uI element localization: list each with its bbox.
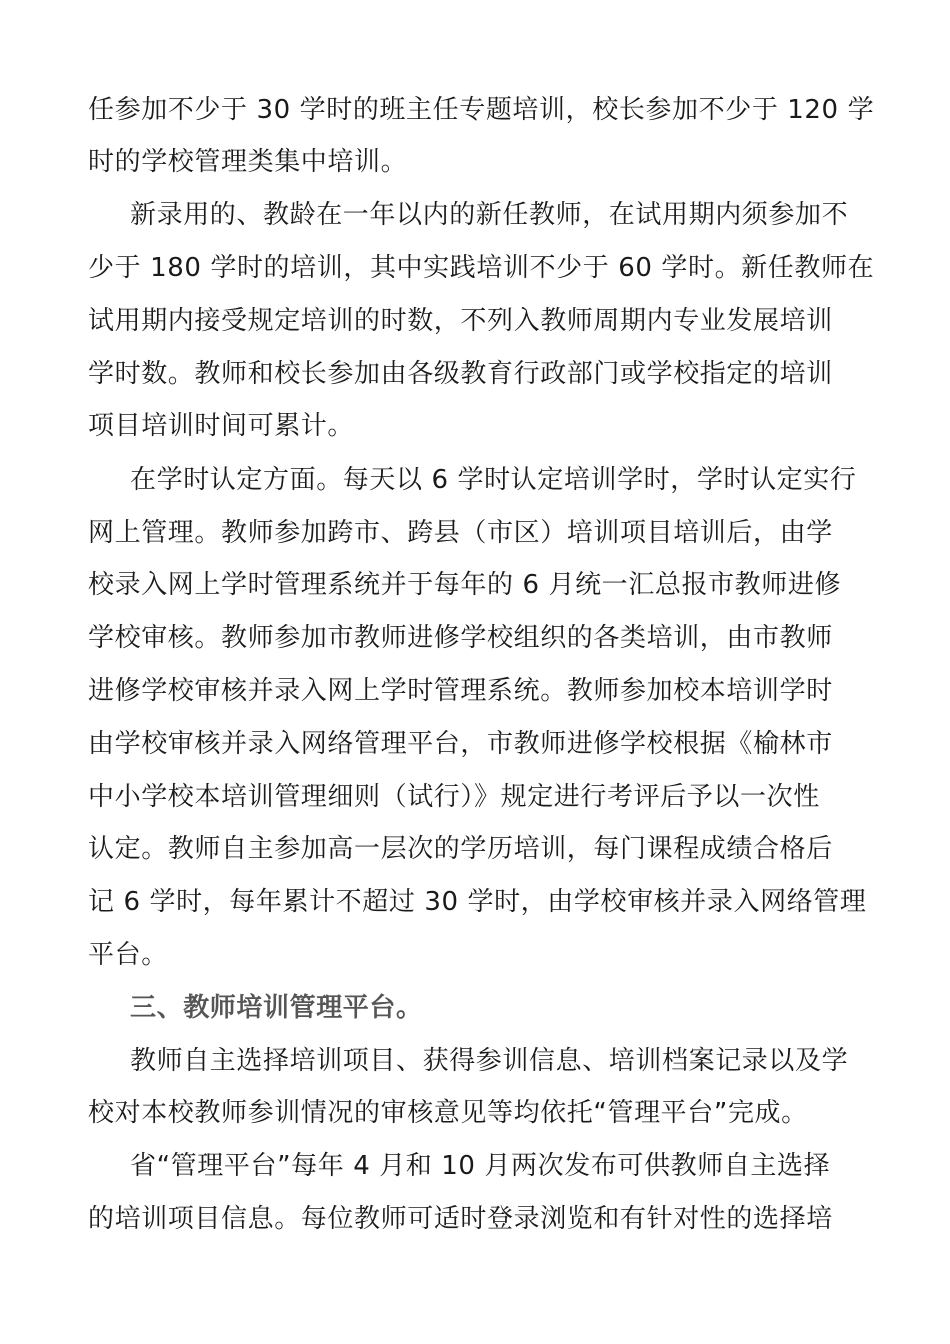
text-line-11: 学校审核。教师参加市教师进修学校组织的各类培训，由市教师 (88, 623, 833, 653)
text-line-15: 认定。教师自主参加高一层次的学历培训，每门课程成绩合格后 (88, 834, 833, 864)
paragraph-start-province-platform: 省“管理平台”每年 4 月和 10 月两次发布可供教师自主选择 (130, 1151, 831, 1181)
text-line-16: 记 6 学时，每年累计不超过 30 学时，由学校审核并录入网络管理 (88, 887, 867, 917)
text-line-9: 网上管理。教师参加跨市、跨县（市区）培训项目培训后，由学 (88, 518, 833, 548)
text-line-20: 校对本校教师参训情况的审核意见等均依托“管理平台”完成。 (88, 1098, 808, 1128)
text-line-14: 中小学校本培训管理细则（试行）》规定进行考评后予以一次性 (88, 782, 820, 812)
text-line-5: 试用期内接受规定培训的时数，不列入教师周期内专业发展培训 (88, 306, 833, 336)
text-line-2: 时的学校管理类集中培训。 (88, 147, 408, 177)
text-line-13: 由学校审核并录入网络管理平台，市教师进修学校根据《榆林市 (88, 729, 833, 759)
text-line-22: 的培训项目信息。每位教师可适时登录浏览和有针对性的选择培 (88, 1204, 833, 1234)
text-line-7: 项目培训时间可累计。 (88, 411, 355, 441)
text-line-12: 进修学校审核并录入网上学时管理系统。教师参加校本培训学时 (88, 676, 833, 706)
section-heading: 三、教师培训管理平台。 (130, 993, 423, 1023)
text-line-4: 少于 180 学时的培训，其中实践培训不少于 60 学时。新任教师在 (88, 253, 875, 283)
paragraph-start-hour-certification: 在学时认定方面。每天以 6 学时认定培训学时，学时认定实行 (130, 465, 857, 495)
text-line-10: 校录入网上学时管理系统并于每年的 6 月统一汇总报市教师进修 (88, 570, 842, 600)
paragraph-start-new-teachers: 新录用的、教龄在一年以内的新任教师，在试用期内须参加不 (130, 200, 849, 230)
text-line-6: 学时数。教师和校长参加由各级教育行政部门或学校指定的培训 (88, 359, 833, 389)
text-line-17: 平台。 (88, 940, 168, 970)
text-line-1: 任参加不少于 30 学时的班主任专题培训，校长参加不少于 120 学 (88, 95, 875, 125)
paragraph-start-platform: 教师自主选择培训项目、获得参训信息、培训档案记录以及学 (130, 1046, 849, 1076)
